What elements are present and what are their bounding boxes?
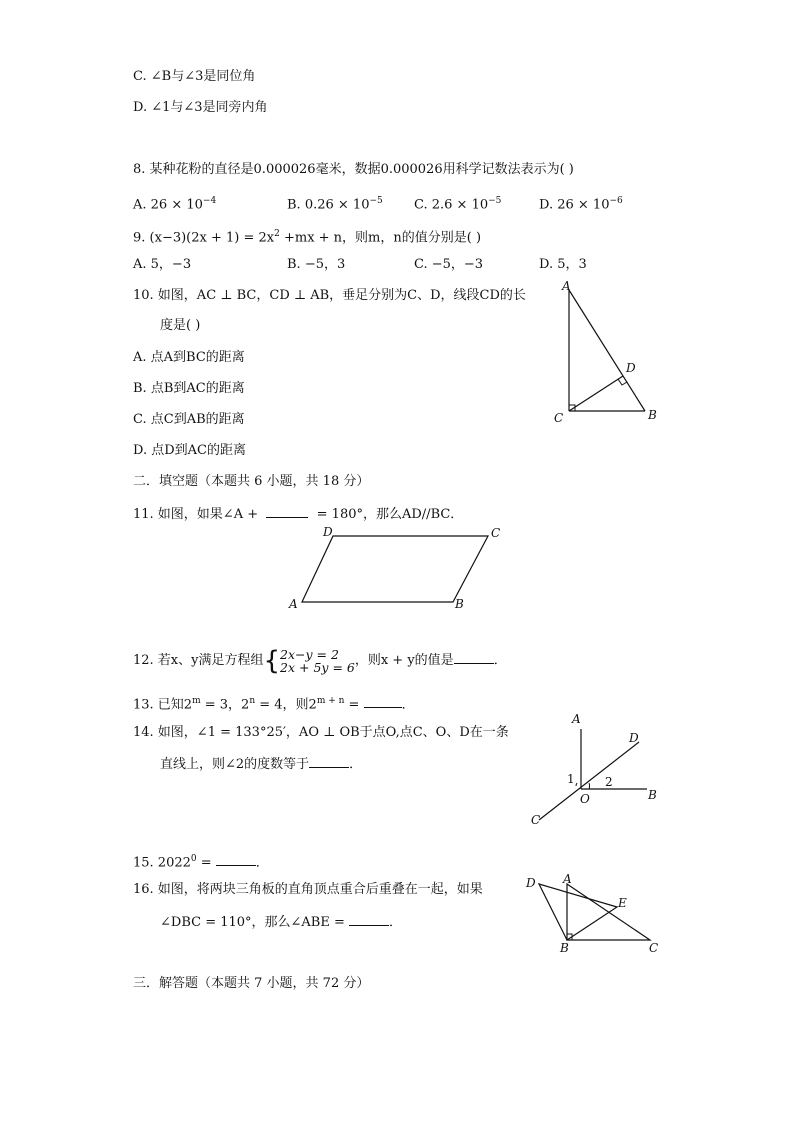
q15-stem: 15. $2022^0$ = ． bbox=[133, 854, 269, 871]
q10-label-b: B bbox=[648, 408, 657, 422]
q10-option-b: B. 点B到AC的距离 bbox=[133, 381, 245, 396]
q10-option-c: C. 点C到AB的距离 bbox=[133, 412, 245, 427]
q8-option-a: A. $26 \times 10^{-4}$ bbox=[133, 196, 217, 213]
q14-label-o: O bbox=[580, 792, 590, 806]
q14-label-angle-2: 2 bbox=[605, 775, 613, 789]
q14-angle-figure bbox=[525, 712, 665, 830]
q14-label-d: D bbox=[629, 731, 639, 745]
q9-option-b: B. −5，3 bbox=[287, 257, 346, 272]
q10-stem-line1: 10. 如图，AC ⊥ BC，CD ⊥ AB，垂足分别为C、D，线段CD的长 bbox=[133, 288, 526, 303]
q10-option-d: D. 点D到AC的距离 bbox=[133, 443, 246, 458]
q11-label-a: A bbox=[289, 597, 298, 611]
q10-label-d: D bbox=[626, 361, 636, 375]
q9-option-c: C. −5，−3 bbox=[414, 257, 484, 272]
q8-option-c: C. $2.6 \times 10^{-5}$ bbox=[414, 196, 502, 213]
q7-option-d: D. ∠1与∠3是同旁内角 bbox=[133, 100, 268, 115]
q14-stem-line2: 直线上，则∠2的度数等于 ． bbox=[160, 757, 363, 772]
q11-stem: 11. 如图，如果∠A + = 180°，那么AD//BC． bbox=[133, 507, 464, 522]
q10-triangle-figure bbox=[545, 278, 675, 428]
q10-option-a: A. 点A到BC的距离 bbox=[133, 350, 245, 365]
q16-label-c: C bbox=[649, 941, 659, 955]
q11-label-d: D bbox=[323, 525, 333, 539]
q14-label-angle-1: 1 bbox=[567, 772, 575, 786]
q14-stem-line1: 14. 如图，∠1 = 133°25′，AO ⊥ OB于点O,点C、O、D在一条 bbox=[133, 725, 509, 740]
q8-option-d: D. $26 \times 10^{-6}$ bbox=[539, 196, 623, 213]
q12-brace: { bbox=[263, 645, 281, 676]
q16-label-a: A bbox=[563, 872, 572, 886]
q14-label-a: A bbox=[572, 712, 581, 726]
q16-label-d: D bbox=[526, 876, 536, 890]
q16-triangles-figure bbox=[522, 868, 667, 956]
q14-label-c: C bbox=[531, 813, 541, 827]
q16-label-b: B bbox=[560, 941, 569, 955]
q11-parallelogram-figure bbox=[285, 522, 505, 614]
q14-label-b: B bbox=[648, 788, 657, 802]
section-3-heading: 三．解答题（本题共 7 小题，共 72 分） bbox=[133, 976, 370, 991]
q12-equation-system: 2x−y = 2 2x + 5y = 6 bbox=[280, 646, 355, 675]
q11-answer-blank[interactable] bbox=[266, 505, 308, 518]
q14-answer-blank[interactable] bbox=[309, 755, 349, 768]
q10-stem-line2: 度是( ) bbox=[160, 318, 201, 333]
q9-option-a: A. 5，−3 bbox=[133, 257, 192, 272]
q10-label-c: C bbox=[554, 411, 564, 425]
q8-stem: 8. 某种花粉的直径是0.000026毫米，数据0.000026用科学记数法表示为( ) bbox=[133, 162, 574, 177]
q8-option-b: B. $0.26 \times 10^{-5}$ bbox=[287, 196, 383, 213]
q16-stem-line1: 16. 如图，将两块三角板的直角顶点重合后重叠在一起，如果 bbox=[133, 882, 483, 897]
section-2-heading: 二．填空题（本题共 6 小题，共 18 分） bbox=[133, 474, 370, 489]
q12-answer-blank[interactable] bbox=[454, 651, 494, 664]
q11-label-b: B bbox=[455, 597, 464, 611]
q16-stem-line2: ∠DBC = 110°，那么∠ABE = ． bbox=[160, 915, 403, 930]
q16-label-e: E bbox=[618, 896, 627, 910]
q9-stem: 9. $(x-3)(2x + 1) = 2x^2 +mx + n$，则m，n的值分别是( ) bbox=[133, 229, 482, 246]
q16-answer-blank[interactable] bbox=[349, 913, 389, 926]
q12-stem: 12. 若x、y满足方程组{2x−y = 2 2x + 5y = 6，则x + y的值是 ． bbox=[133, 645, 507, 676]
q13-stem: 13. 已知$2^m = 3$，$2^n = 4$，则$2^{m + n}$ = ． bbox=[133, 696, 415, 713]
q15-answer-blank[interactable] bbox=[216, 853, 256, 866]
q9-option-d: D. 5，3 bbox=[539, 257, 587, 272]
q7-option-c: C. ∠B与∠3是同位角 bbox=[133, 69, 256, 84]
q11-label-c: C bbox=[491, 526, 501, 540]
q13-answer-blank[interactable] bbox=[364, 695, 402, 708]
q10-label-a: A bbox=[562, 279, 571, 293]
